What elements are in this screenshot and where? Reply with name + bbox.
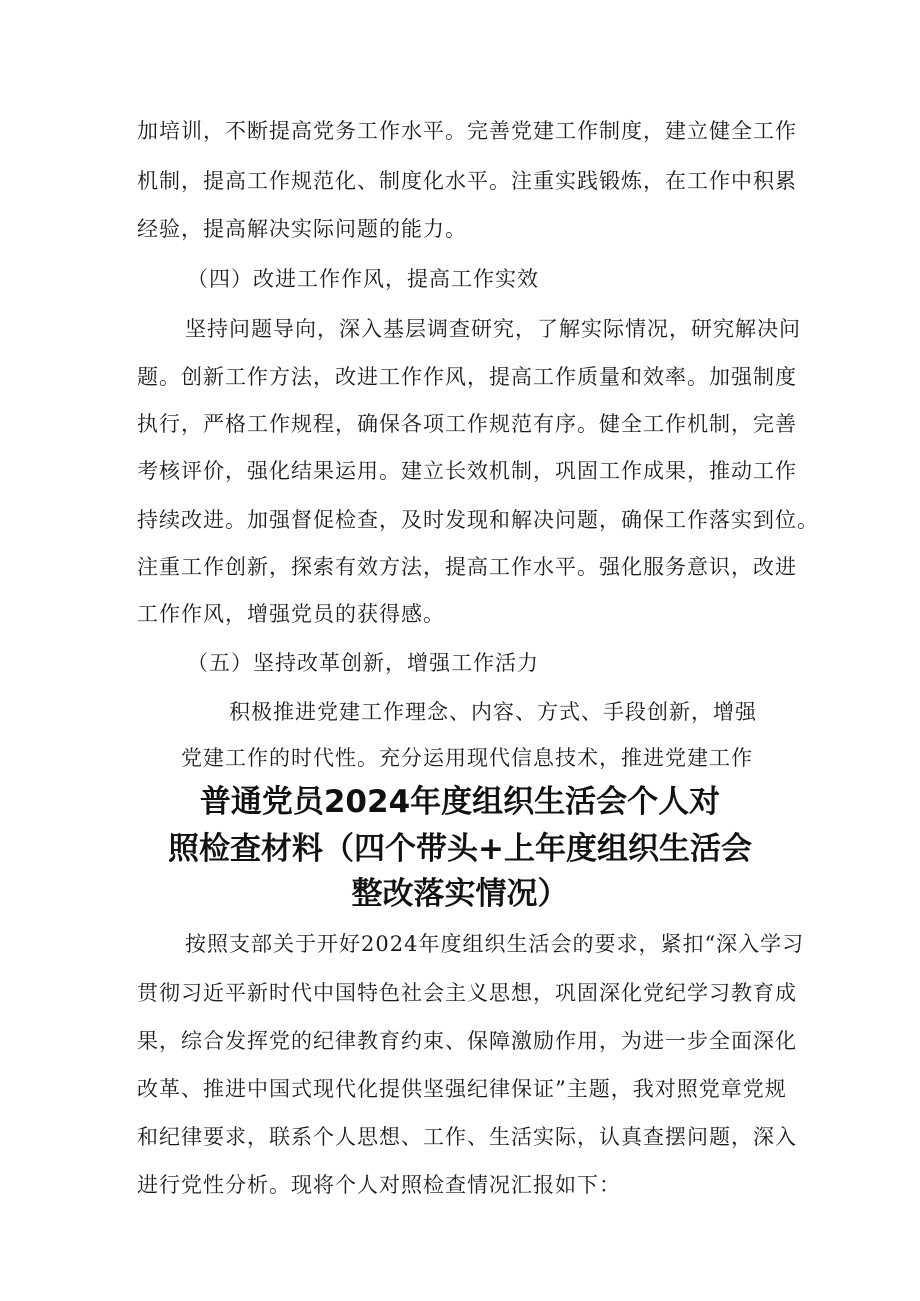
paragraph-line: 果，综合发挥党的纪律教育约束、保障激励作用，为进一步全面深化	[137, 1029, 797, 1053]
document-title-line: 普通党员2024年度组织生活会个人对	[199, 784, 721, 820]
section-heading-4: （四）改进工作作风，提高工作实效	[187, 267, 539, 291]
paragraph-line: 和纪律要求，联系个人思想、工作、生活实际，认真查摆问题，深入	[137, 1125, 797, 1149]
paragraph-line: 坚持问题导向，深入基层调查研究，了解实际情况，研究解决问	[185, 317, 801, 341]
paragraph-line: 进行党性分析。现将个人对照检查情况汇报如下：	[137, 1173, 621, 1197]
paragraph-line: 工作作风，增强党员的获得感。	[137, 602, 445, 626]
document-title-line: 整改落实情况）	[351, 876, 569, 912]
paragraph-line: 经验，提高解决实际问题的能力。	[137, 217, 467, 241]
paragraph-line: 机制，提高工作规范化、制度化水平。注重实践锻炼，在工作中积累	[137, 169, 797, 193]
paragraph-line: 执行，严格工作规程，确保各项工作规范有序。健全工作机制，完善	[137, 412, 797, 436]
paragraph-line: 题。创新工作方法，改进工作作风，提高工作质量和效率。加强制度	[137, 365, 797, 389]
paragraph-line: 按照支部关于开好2024年度组织生活会的要求，紧扣“深入学习	[185, 932, 805, 956]
section-heading-5: （五）坚持改革创新，增强工作活力	[187, 651, 539, 675]
paragraph-line: 注重工作创新，探索有效方法，提高工作水平。强化服务意识，改进	[137, 555, 797, 579]
paragraph-line: 积极推进党建工作理念、内容、方式、手段创新，增强	[229, 700, 757, 724]
paragraph-line: 考核评价，强化结果运用。建立长效机制，巩固工作成果，推动工作	[137, 459, 797, 483]
paragraph-line: 改革、推进中国式现代化提供坚强纪律保证”主题，我对照党章党规	[137, 1077, 787, 1101]
paragraph-line: 党建工作的时代性。充分运用现代信息技术，推进党建工作	[181, 746, 753, 770]
paragraph-line: 加培训，不断提高党务工作水平。完善党建工作制度，建立健全工作	[137, 119, 797, 143]
paragraph-line: 持续改进。加强督促检查，及时发现和解决问题，确保工作落实到位。	[137, 508, 819, 532]
paragraph-line: 贯彻习近平新时代中国特色社会主义思想，巩固深化党纪学习教育成	[137, 981, 797, 1005]
document-title-line: 照检查材料（四个带头+上年度组织生活会	[168, 831, 752, 867]
